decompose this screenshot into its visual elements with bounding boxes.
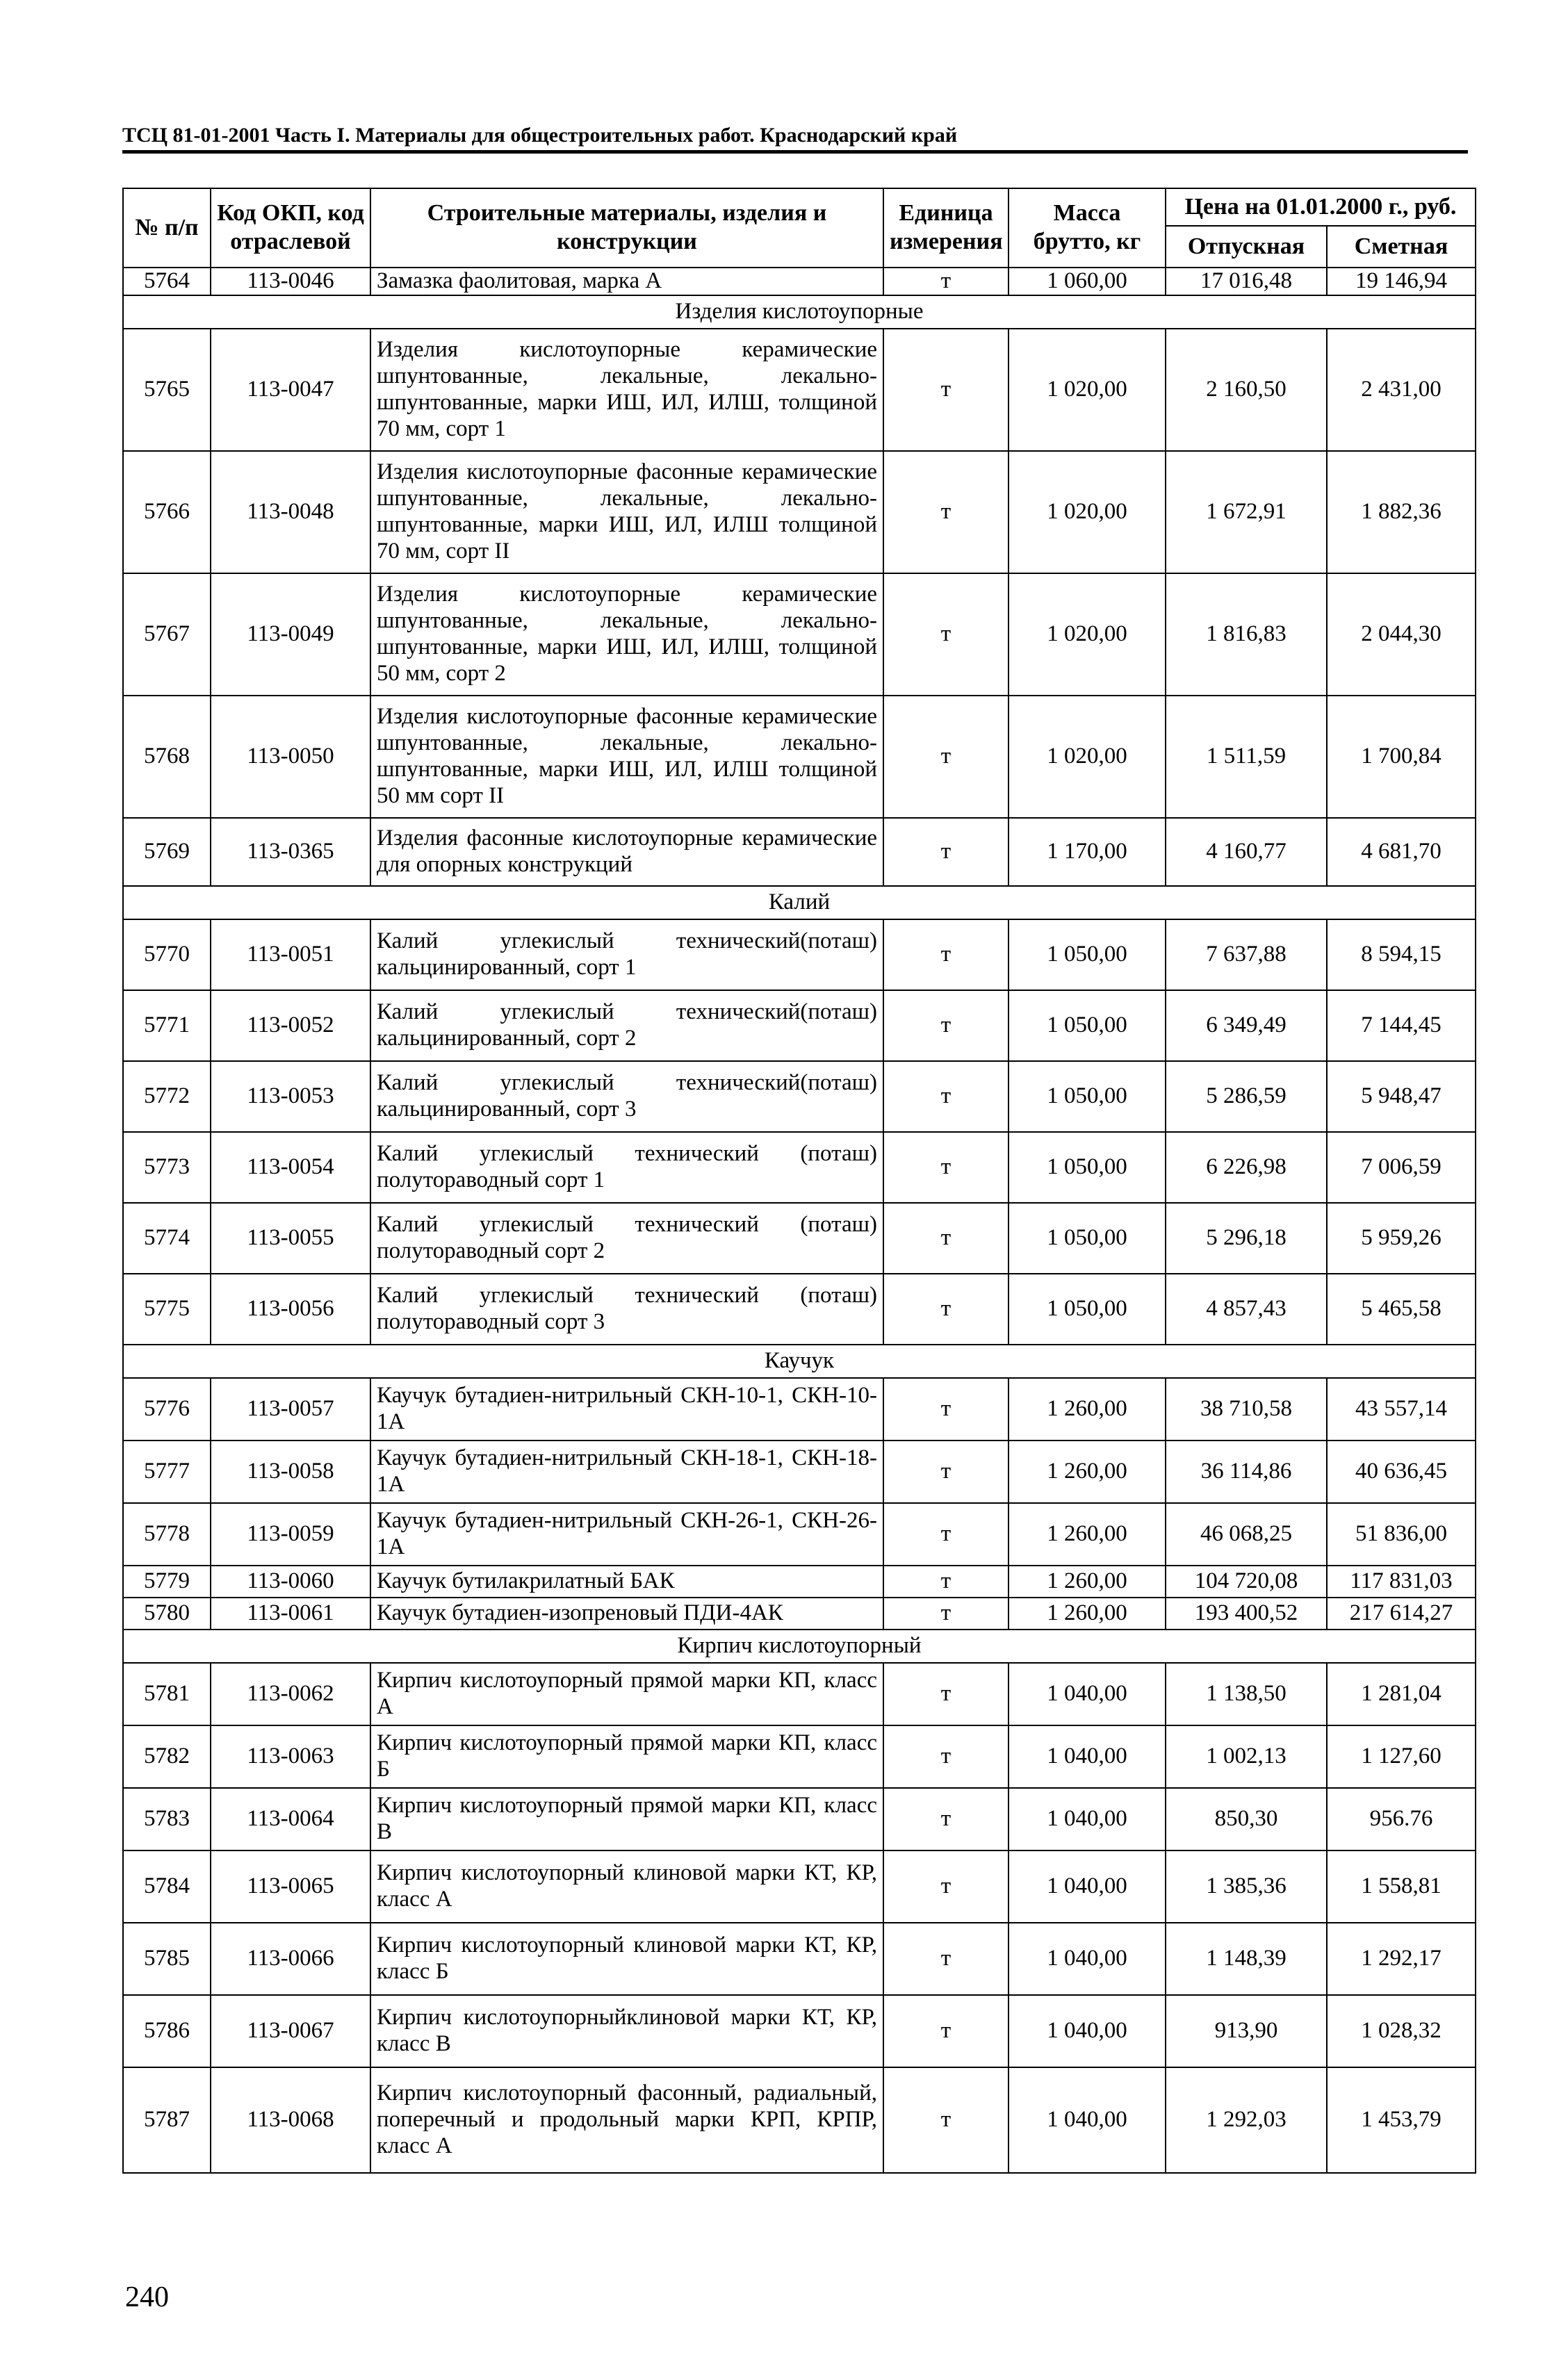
- header-unit: Единица измерения: [883, 188, 1008, 268]
- row-unit: т: [883, 2067, 1008, 2173]
- row-unit: т: [883, 1566, 1008, 1598]
- row-num: 5775: [123, 1274, 211, 1345]
- row-name: Калий углекислый технический(поташ) кальцинированный, сорт 3: [370, 1061, 883, 1132]
- table-row: [123, 1850, 1476, 1923]
- row-code: 113-0053: [211, 1061, 370, 1132]
- table-row: [123, 696, 1476, 818]
- row-mass: 1 020,00: [1008, 573, 1166, 696]
- row-price-estimate: 7 144,45: [1327, 990, 1476, 1061]
- row-price-release: 6 226,98: [1166, 1132, 1327, 1203]
- row-code: 113-0048: [211, 451, 370, 573]
- row-mass: 1 040,00: [1008, 2067, 1166, 2173]
- row-num: 5783: [123, 1788, 211, 1850]
- row-price-release: 850,30: [1166, 1788, 1327, 1850]
- price-table: [122, 188, 1476, 2174]
- row-num: 5782: [123, 1725, 211, 1788]
- row-price-release: 7 637,88: [1166, 919, 1327, 990]
- row-num: 5773: [123, 1132, 211, 1203]
- row-num: 5785: [123, 1923, 211, 1995]
- row-code: 113-0060: [211, 1566, 370, 1598]
- row-mass: 1 260,00: [1008, 1441, 1166, 1503]
- row-name: Калий углекислый технический (поташ) полутораводный сорт 3: [370, 1274, 883, 1345]
- row-price-estimate: 1 127,60: [1327, 1725, 1476, 1788]
- row-mass: 1 260,00: [1008, 1503, 1166, 1566]
- row-price-release: 913,90: [1166, 1995, 1327, 2067]
- row-price-estimate: 5 465,58: [1327, 1274, 1476, 1345]
- row-price-release: 1 138,50: [1166, 1663, 1327, 1725]
- row-unit: т: [883, 1503, 1008, 1566]
- row-price-release: 4 857,43: [1166, 1274, 1327, 1345]
- row-price-estimate: 1 028,32: [1327, 1995, 1476, 2067]
- row-code: 113-0064: [211, 1788, 370, 1850]
- row-price-estimate: 956.76: [1327, 1788, 1476, 1850]
- table-row: [123, 1663, 1476, 1725]
- row-mass: 1 170,00: [1008, 818, 1166, 886]
- row-price-estimate: 1 281,04: [1327, 1663, 1476, 1725]
- table-row: [123, 1923, 1476, 1995]
- row-price-release: 2 160,50: [1166, 329, 1327, 451]
- section-title: Кирпич кислотоупорный: [123, 1630, 1476, 1663]
- row-name: Кирпич кислотоупорный прямой марки КП, класс Б: [370, 1725, 883, 1788]
- row-num: 5767: [123, 573, 211, 696]
- row-code: 113-0365: [211, 818, 370, 886]
- row-price-estimate: 5 948,47: [1327, 1061, 1476, 1132]
- row-name: Изделия кислотоупорные керамические шпунтованные, лекальные, лекально-шпунтованные, марки ИШ, ИЛ, ИЛШ, толщиной 70 мм, сорт 1: [370, 329, 883, 451]
- row-code: 113-0047: [211, 329, 370, 451]
- row-mass: 1 050,00: [1008, 990, 1166, 1061]
- row-code: 113-0046: [211, 268, 370, 295]
- row-name: Калий углекислый технический (поташ) полутораводный сорт 2: [370, 1203, 883, 1274]
- table-row: [123, 1598, 1476, 1630]
- row-unit: т: [883, 451, 1008, 573]
- section-row: [123, 1630, 1476, 1663]
- row-mass: 1 260,00: [1008, 1378, 1166, 1441]
- row-price-estimate: 1 882,36: [1327, 451, 1476, 573]
- table-row: [123, 573, 1476, 696]
- header-price-estimate: Сметная: [1327, 226, 1476, 268]
- row-code: 113-0059: [211, 1503, 370, 1566]
- row-num: 5784: [123, 1850, 211, 1923]
- row-price-release: 193 400,52: [1166, 1598, 1327, 1630]
- row-code: 113-0067: [211, 1995, 370, 2067]
- row-price-estimate: 4 681,70: [1327, 818, 1476, 886]
- row-mass: 1 020,00: [1008, 696, 1166, 818]
- row-unit: т: [883, 1378, 1008, 1441]
- row-unit: т: [883, 919, 1008, 990]
- table-row: [123, 1788, 1476, 1850]
- row-code: 113-0050: [211, 696, 370, 818]
- row-price-release: 1 816,83: [1166, 573, 1327, 696]
- table-row: [123, 268, 1476, 295]
- table-row: [123, 1203, 1476, 1274]
- table-row: [123, 329, 1476, 451]
- row-name: Каучук бутадиен-нитрильный СКН-26-1, СКН-26-1А: [370, 1503, 883, 1566]
- row-code: 113-0068: [211, 2067, 370, 2173]
- header-code: Код ОКП, код отраслевой: [211, 188, 370, 268]
- row-price-estimate: 5 959,26: [1327, 1203, 1476, 1274]
- row-name: Калий углекислый технический(поташ) кальцинированный, сорт 2: [370, 990, 883, 1061]
- row-name: Каучук бутилакрилатный БАК: [370, 1566, 883, 1598]
- row-num: 5768: [123, 696, 211, 818]
- row-price-release: 36 114,86: [1166, 1441, 1327, 1503]
- row-unit: т: [883, 1132, 1008, 1203]
- table-row: [123, 1378, 1476, 1441]
- row-mass: 1 020,00: [1008, 451, 1166, 573]
- row-unit: т: [883, 268, 1008, 295]
- row-code: 113-0055: [211, 1203, 370, 1274]
- row-mass: 1 050,00: [1008, 1203, 1166, 1274]
- table-row: [123, 990, 1476, 1061]
- row-code: 113-0057: [211, 1378, 370, 1441]
- row-name: Изделия кислотоупорные фасонные керамические шпунтованные, лекальные, лекально-шпунтованные, марки ИШ, ИЛ, ИЛШ толщиной 50 мм сорт II: [370, 696, 883, 818]
- row-name: Каучук бутадиен-нитрильный СКН-18-1, СКН-18-1А: [370, 1441, 883, 1503]
- row-num: 5764: [123, 268, 211, 295]
- row-code: 113-0054: [211, 1132, 370, 1203]
- row-code: 113-0051: [211, 919, 370, 990]
- row-mass: 1 050,00: [1008, 1061, 1166, 1132]
- row-mass: 1 050,00: [1008, 1132, 1166, 1203]
- table-row: [123, 1132, 1476, 1203]
- row-name: Каучук бутадиен-изопреновый ПДИ-4АК: [370, 1598, 883, 1630]
- row-name: Кирпич кислотоупорный клиновой марки КТ, КР, класс Б: [370, 1923, 883, 1995]
- row-price-release: 104 720,08: [1166, 1566, 1327, 1598]
- table-row: [123, 919, 1476, 990]
- row-unit: т: [883, 1923, 1008, 1995]
- row-unit: т: [883, 1598, 1008, 1630]
- row-price-release: 46 068,25: [1166, 1503, 1327, 1566]
- row-price-estimate: 43 557,14: [1327, 1378, 1476, 1441]
- row-price-estimate: 1 453,79: [1327, 2067, 1476, 2173]
- row-num: 5769: [123, 818, 211, 886]
- row-price-estimate: 1 700,84: [1327, 696, 1476, 818]
- row-unit: т: [883, 1663, 1008, 1725]
- table-row: [123, 1725, 1476, 1788]
- row-mass: 1 260,00: [1008, 1598, 1166, 1630]
- row-price-estimate: 1 292,17: [1327, 1923, 1476, 1995]
- row-unit: т: [883, 818, 1008, 886]
- row-code: 113-0066: [211, 1923, 370, 1995]
- row-code: 113-0063: [211, 1725, 370, 1788]
- row-mass: 1 060,00: [1008, 268, 1166, 295]
- row-price-estimate: 8 594,15: [1327, 919, 1476, 990]
- row-price-release: 1 385,36: [1166, 1850, 1327, 1923]
- row-unit: т: [883, 573, 1008, 696]
- table-row: [123, 1441, 1476, 1503]
- row-mass: 1 050,00: [1008, 919, 1166, 990]
- page-number: 240: [125, 2281, 169, 2313]
- row-price-release: 4 160,77: [1166, 818, 1327, 886]
- row-unit: т: [883, 1788, 1008, 1850]
- row-name: Изделия кислотоупорные керамические шпунтованные, лекальные, лекально-шпунтованные, марки ИШ, ИЛ, ИЛШ, толщиной 50 мм, сорт 2: [370, 573, 883, 696]
- row-num: 5781: [123, 1663, 211, 1725]
- row-name: Кирпич кислотоупорныйклиновой марки КТ, КР, класс В: [370, 1995, 883, 2067]
- row-num: 5771: [123, 990, 211, 1061]
- row-num: 5776: [123, 1378, 211, 1441]
- section-row: [123, 295, 1476, 329]
- row-num: 5779: [123, 1566, 211, 1598]
- row-price-estimate: 2 431,00: [1327, 329, 1476, 451]
- row-price-release: 5 296,18: [1166, 1203, 1327, 1274]
- row-num: 5766: [123, 451, 211, 573]
- row-price-release: 1 292,03: [1166, 2067, 1327, 2173]
- row-num: 5786: [123, 1995, 211, 2067]
- row-mass: 1 260,00: [1008, 1566, 1166, 1598]
- row-num: 5777: [123, 1441, 211, 1503]
- table-row: [123, 1274, 1476, 1345]
- row-num: 5765: [123, 329, 211, 451]
- row-price-release: 1 148,39: [1166, 1923, 1327, 1995]
- row-price-release: 5 286,59: [1166, 1061, 1327, 1132]
- row-name: Кирпич кислотоупорный клиновой марки КТ, КР, класс А: [370, 1850, 883, 1923]
- section-row: [123, 886, 1476, 919]
- row-num: 5774: [123, 1203, 211, 1274]
- row-mass: 1 040,00: [1008, 1725, 1166, 1788]
- row-price-release: 17 016,48: [1166, 268, 1327, 295]
- row-price-release: 1 511,59: [1166, 696, 1327, 818]
- row-mass: 1 040,00: [1008, 1788, 1166, 1850]
- row-mass: 1 020,00: [1008, 329, 1166, 451]
- row-mass: 1 050,00: [1008, 1274, 1166, 1345]
- table-row: [123, 1995, 1476, 2067]
- row-code: 113-0058: [211, 1441, 370, 1503]
- section-title: Изделия кислотоупорные: [123, 295, 1476, 329]
- row-code: 113-0065: [211, 1850, 370, 1923]
- row-unit: т: [883, 1061, 1008, 1132]
- row-price-estimate: 19 146,94: [1327, 268, 1476, 295]
- row-unit: т: [883, 696, 1008, 818]
- table-row: [123, 1061, 1476, 1132]
- table-row: [123, 1566, 1476, 1598]
- row-unit: т: [883, 1203, 1008, 1274]
- row-price-estimate: 51 836,00: [1327, 1503, 1476, 1566]
- row-num: 5772: [123, 1061, 211, 1132]
- section-title: Каучук: [123, 1345, 1476, 1378]
- row-code: 113-0049: [211, 573, 370, 696]
- row-name: Калий углекислый технический (поташ) полутораводный сорт 1: [370, 1132, 883, 1203]
- row-name: Замазка фаолитовая, марка А: [370, 268, 883, 295]
- running-header: ТСЦ 81-01-2001 Часть I. Материалы для общестроительных работ. Краснодарский край: [122, 124, 958, 147]
- row-name: Кирпич кислотоупорный фасонный, радиальный, поперечный и продольный марки КРП, КРПР, класс А: [370, 2067, 883, 2173]
- row-unit: т: [883, 1441, 1008, 1503]
- row-mass: 1 040,00: [1008, 1995, 1166, 2067]
- row-mass: 1 040,00: [1008, 1663, 1166, 1725]
- row-name: Кирпич кислотоупорный прямой марки КП, класс В: [370, 1788, 883, 1850]
- section-row: [123, 1345, 1476, 1378]
- row-name: Кирпич кислотоупорный прямой марки КП, класс А: [370, 1663, 883, 1725]
- table-header: [123, 188, 1476, 268]
- row-unit: т: [883, 1850, 1008, 1923]
- table-row: [123, 451, 1476, 573]
- section-title: Калий: [123, 886, 1476, 919]
- row-unit: т: [883, 329, 1008, 451]
- row-price-estimate: 217 614,27: [1327, 1598, 1476, 1630]
- row-price-estimate: 117 831,03: [1327, 1566, 1476, 1598]
- header-price-release: Отпускная: [1166, 226, 1327, 268]
- row-price-release: 6 349,49: [1166, 990, 1327, 1061]
- row-unit: т: [883, 1995, 1008, 2067]
- table-row: [123, 2067, 1476, 2173]
- row-code: 113-0052: [211, 990, 370, 1061]
- row-price-release: 1 672,91: [1166, 451, 1327, 573]
- row-code: 113-0061: [211, 1598, 370, 1630]
- header-num: № п/п: [123, 188, 211, 268]
- row-code: 113-0062: [211, 1663, 370, 1725]
- table-row: [123, 1503, 1476, 1566]
- row-num: 5770: [123, 919, 211, 990]
- row-price-estimate: 7 006,59: [1327, 1132, 1476, 1203]
- row-name: Калий углекислый технический(поташ) кальцинированный, сорт 1: [370, 919, 883, 990]
- header-price-group: Цена на 01.01.2000 г., руб.: [1166, 188, 1476, 226]
- header-mass: Масса брутто, кг: [1008, 188, 1166, 268]
- row-price-estimate: 1 558,81: [1327, 1850, 1476, 1923]
- row-code: 113-0056: [211, 1274, 370, 1345]
- row-price-release: 38 710,58: [1166, 1378, 1327, 1441]
- row-unit: т: [883, 1725, 1008, 1788]
- header-rule: [122, 150, 1468, 154]
- table-row: [123, 818, 1476, 886]
- row-num: 5778: [123, 1503, 211, 1566]
- row-num: 5780: [123, 1598, 211, 1630]
- row-name: Изделия фасонные кислотоупорные керамические для опорных конструкций: [370, 818, 883, 886]
- row-unit: т: [883, 1274, 1008, 1345]
- row-name: Изделия кислотоупорные фасонные керамические шпунтованные, лекальные, лекально-шпунтованные, марки ИШ, ИЛ, ИЛШ толщиной 70 мм, сорт II: [370, 451, 883, 573]
- table-body: [123, 268, 1476, 2173]
- row-mass: 1 040,00: [1008, 1923, 1166, 1995]
- row-price-estimate: 2 044,30: [1327, 573, 1476, 696]
- header-name: Строительные материалы, изделия и конструкции: [370, 188, 883, 268]
- row-price-release: 1 002,13: [1166, 1725, 1327, 1788]
- row-mass: 1 040,00: [1008, 1850, 1166, 1923]
- row-num: 5787: [123, 2067, 211, 2173]
- row-name: Каучук бутадиен-нитрильный СКН-10-1, СКН-10-1А: [370, 1378, 883, 1441]
- row-price-estimate: 40 636,45: [1327, 1441, 1476, 1503]
- row-unit: т: [883, 990, 1008, 1061]
